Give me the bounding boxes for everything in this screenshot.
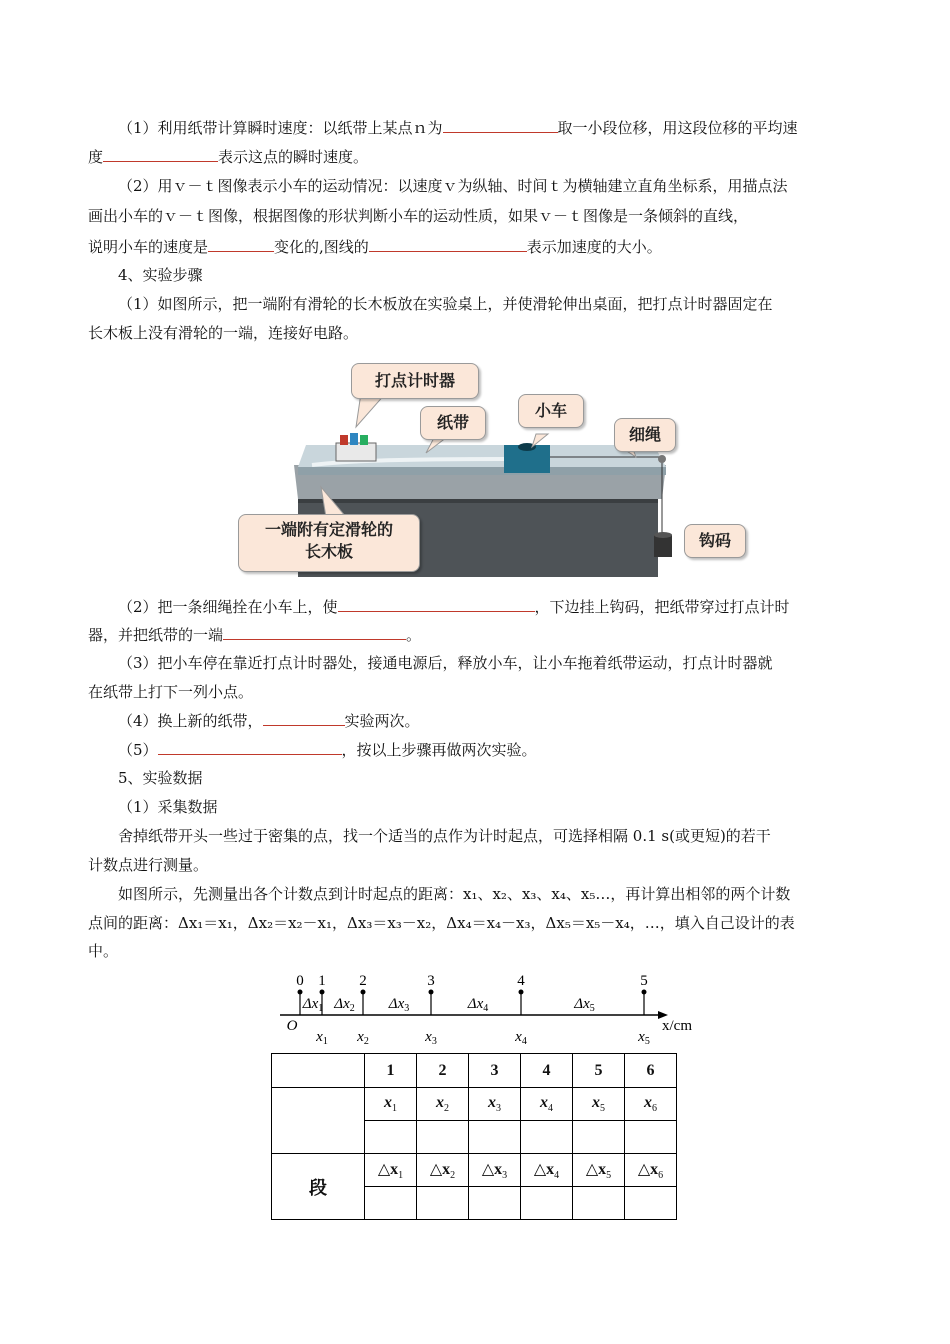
table-header-cell: 5: [573, 1054, 625, 1088]
x-letter: x: [592, 1093, 600, 1111]
dx-cell: [365, 1154, 417, 1187]
dx-cell: [417, 1154, 469, 1187]
count-point: [361, 990, 366, 995]
tape-axis-diagram: [280, 968, 710, 1048]
callout-tape: 纸带: [420, 406, 486, 440]
dx-letter: △x: [377, 1160, 399, 1178]
point-label: 1: [318, 973, 326, 989]
axis-unit-label: x/cm: [662, 1018, 692, 1034]
input-cell[interactable]: [573, 1187, 625, 1220]
weight: [654, 535, 672, 557]
input-cell[interactable]: [521, 1121, 573, 1154]
table-header-cell: 3: [469, 1054, 521, 1088]
callout-weight: 钩码: [684, 524, 746, 558]
input-cell[interactable]: [625, 1121, 677, 1154]
pulley: [658, 455, 666, 463]
delta-label: $\Delta x_2$: [334, 996, 355, 1014]
x-position-label: $x_4$: [515, 1029, 527, 1047]
data-para-2-line-1: 如图所示，先测量出各个计数点到计时起点的距离：x₁、x₂、x₃、x₄、x₅…，再计算出相邻的两个计数: [118, 885, 791, 903]
text: 变化的,图线的: [274, 238, 369, 256]
x-cell: [469, 1088, 521, 1121]
table-cell: [272, 1054, 365, 1088]
heading-5: 5、实验数据: [118, 769, 203, 787]
x-letter: x: [540, 1093, 548, 1111]
step-5: [118, 739, 537, 760]
x-cell: [365, 1088, 417, 1121]
count-point: [642, 990, 647, 995]
callout-cart: 小车: [518, 394, 584, 428]
fill-blank[interactable]: [103, 146, 218, 162]
heading-4: 4、实验步骤: [118, 266, 203, 284]
step-1-line-2: 长木板上没有滑轮的一端，连接好电路。: [88, 324, 359, 342]
input-cell[interactable]: [417, 1187, 469, 1220]
fill-blank[interactable]: [443, 117, 558, 133]
input-cell[interactable]: [469, 1187, 521, 1220]
table-row-header: [272, 1054, 677, 1088]
para-2-line-1: （2）用ｖ－ｔ图像表示小车的运动情况：以速度ｖ为纵轴、时间ｔ为横轴建立直角坐标系，用描点法: [118, 177, 788, 195]
callout-timer: 打点计时器: [351, 363, 479, 399]
count-point: [298, 990, 303, 995]
x-letter: x: [644, 1093, 652, 1111]
step-3-line-1: （3）把小车停在靠近打点计时器处，接通电源后，释放小车，让小车拖着纸带运动，打点计时器就: [118, 654, 773, 672]
text: 说明小车的速度是: [88, 238, 209, 256]
step-4: [118, 710, 420, 731]
x-position-label: $x_5$: [638, 1029, 650, 1047]
dx-cell: [625, 1154, 677, 1187]
step-3-line-2: 在纸带上打下一列小点。: [88, 683, 254, 701]
input-cell[interactable]: [469, 1121, 521, 1154]
x-position-label: $x_3$: [425, 1029, 437, 1047]
step-1-line-1: （1）如图所示，把一端附有滑轮的长木板放在实验桌上，并使滑轮伸出桌面，把打点计时器固定在: [118, 295, 773, 313]
table-header-cell: 1: [365, 1054, 417, 1088]
count-point: [429, 990, 434, 995]
input-cell[interactable]: [573, 1121, 625, 1154]
text: 。: [406, 626, 422, 644]
x-cell: [625, 1088, 677, 1121]
text: 表示加速度的大小。: [526, 238, 662, 256]
row-label-segment: 段: [272, 1154, 365, 1220]
origin-label: O: [286, 1018, 298, 1034]
para-2-line-3: [88, 236, 662, 257]
step-2-line-1: [118, 596, 790, 617]
delta-label: $\Delta x_5$: [574, 996, 595, 1014]
dx-letter: △x: [429, 1160, 451, 1178]
dx-cell: [573, 1154, 625, 1187]
text: 取一小段位移，用这段位移的平均速: [557, 119, 798, 137]
fill-blank[interactable]: [208, 236, 274, 252]
x-position-label: $x_2$: [357, 1029, 369, 1047]
input-cell[interactable]: [521, 1187, 573, 1220]
dx-sub: 5: [606, 1170, 612, 1182]
x-letter: x: [436, 1093, 444, 1111]
tape-axis-svg: [280, 968, 710, 1048]
x-position-label: $x_1$: [316, 1029, 328, 1047]
dx-sub: 3: [502, 1170, 508, 1182]
x-sub: 1: [392, 1103, 397, 1115]
text: ，按以上步骤再做两次实验。: [341, 741, 537, 759]
text: 度: [88, 148, 104, 166]
text: 器，并把纸带的一端: [88, 626, 224, 644]
fill-blank[interactable]: [338, 596, 535, 612]
delta-label: $\Delta x_4$: [467, 996, 489, 1014]
dx-letter: △x: [533, 1160, 555, 1178]
x-cell: [573, 1088, 625, 1121]
data-para-2-line-3: 中。: [88, 942, 119, 960]
x-sub: 3: [496, 1103, 501, 1115]
x-letter: x: [488, 1093, 496, 1111]
x-sub: 5: [600, 1103, 605, 1115]
callout-board-line-1: 一端附有定滑轮的: [264, 520, 393, 539]
count-point: [519, 990, 524, 995]
text: （2）把一条细绳拴在小车上，使: [118, 598, 338, 616]
table-row-dx: [272, 1154, 677, 1187]
delta-label: $\Delta x_1$: [302, 996, 324, 1014]
table-cell: [272, 1088, 365, 1154]
text: ，下边挂上钩码，把纸带穿过打点计时: [534, 598, 790, 616]
text: （4）换上新的纸带，: [118, 712, 263, 730]
fill-blank[interactable]: [369, 236, 527, 252]
input-cell[interactable]: [625, 1187, 677, 1220]
dx-sub: 1: [398, 1170, 404, 1182]
x-cell: [521, 1088, 573, 1121]
dx-letter: △x: [481, 1160, 503, 1178]
dx-sub: 6: [658, 1170, 664, 1182]
x-sub: 4: [548, 1103, 553, 1115]
dx-letter: △x: [637, 1160, 659, 1178]
table-header-cell: 4: [521, 1054, 573, 1088]
input-cell[interactable]: [365, 1187, 417, 1220]
x-sub: 6: [652, 1103, 657, 1115]
delta-label: $\Delta x_3$: [388, 996, 410, 1014]
ticker-timer: [336, 443, 376, 461]
dx-sub: 2: [450, 1170, 456, 1182]
point-label: 0: [296, 973, 304, 989]
input-cell[interactable]: [417, 1121, 469, 1154]
x-letter: x: [384, 1093, 392, 1111]
fill-blank[interactable]: [263, 710, 345, 726]
fill-blank[interactable]: [223, 624, 406, 640]
text: （5）: [118, 741, 158, 759]
para-1-line-2: [88, 146, 368, 167]
callout-rope: 细绳: [614, 418, 676, 452]
x-cell: [417, 1088, 469, 1121]
point-label: 2: [359, 973, 367, 989]
table-row-x: [272, 1088, 677, 1121]
input-cell[interactable]: [365, 1121, 417, 1154]
text: （1）利用纸带计算瞬时速度：以纸带上某点ｎ为: [118, 119, 443, 137]
data-para-1-line-2: 计数点进行测量。: [88, 856, 209, 874]
text: 实验两次。: [344, 712, 420, 730]
dx-letter: △x: [585, 1160, 607, 1178]
dx-cell: [521, 1154, 573, 1187]
callout-board: [238, 514, 420, 572]
point-label: 3: [427, 973, 435, 989]
text: 表示这点的瞬时速度。: [218, 148, 369, 166]
data-para-1-line-1: 舍掉纸带开头一些过于密集的点，找一个适当的点作为计时起点，可选择相隔 0.1 s(或更短)的若干: [118, 827, 771, 845]
table-header-cell: 6: [625, 1054, 677, 1088]
count-point: [320, 990, 325, 995]
table-header-cell: 2: [417, 1054, 469, 1088]
dx-cell: [469, 1154, 521, 1187]
data-para-2-line-2: 点间的距离：Δx₁＝x₁，Δx₂＝x₂－x₁，Δx₃＝x₃－x₂，Δx₄＝x₄－x₃，Δx₅＝x₅－x₄，…，填入自己设计的表: [88, 914, 795, 932]
para-1-line-1: [118, 117, 798, 138]
x-sub: 2: [444, 1103, 449, 1115]
step-2-line-2: [88, 624, 421, 645]
data-table: [271, 1053, 677, 1220]
dx-sub: 4: [554, 1170, 560, 1182]
callout-board-line-2: 长木板: [304, 542, 353, 561]
data-item-1: （1）采集数据: [118, 798, 218, 816]
point-label: 5: [640, 973, 648, 989]
fill-blank[interactable]: [158, 739, 342, 755]
point-label: 4: [517, 973, 525, 989]
para-2-line-2: 画出小车的ｖ－ｔ图像，根据图像的形状判断小车的运动性质，如果ｖ－ｔ图像是一条倾斜的直线，: [88, 207, 749, 225]
